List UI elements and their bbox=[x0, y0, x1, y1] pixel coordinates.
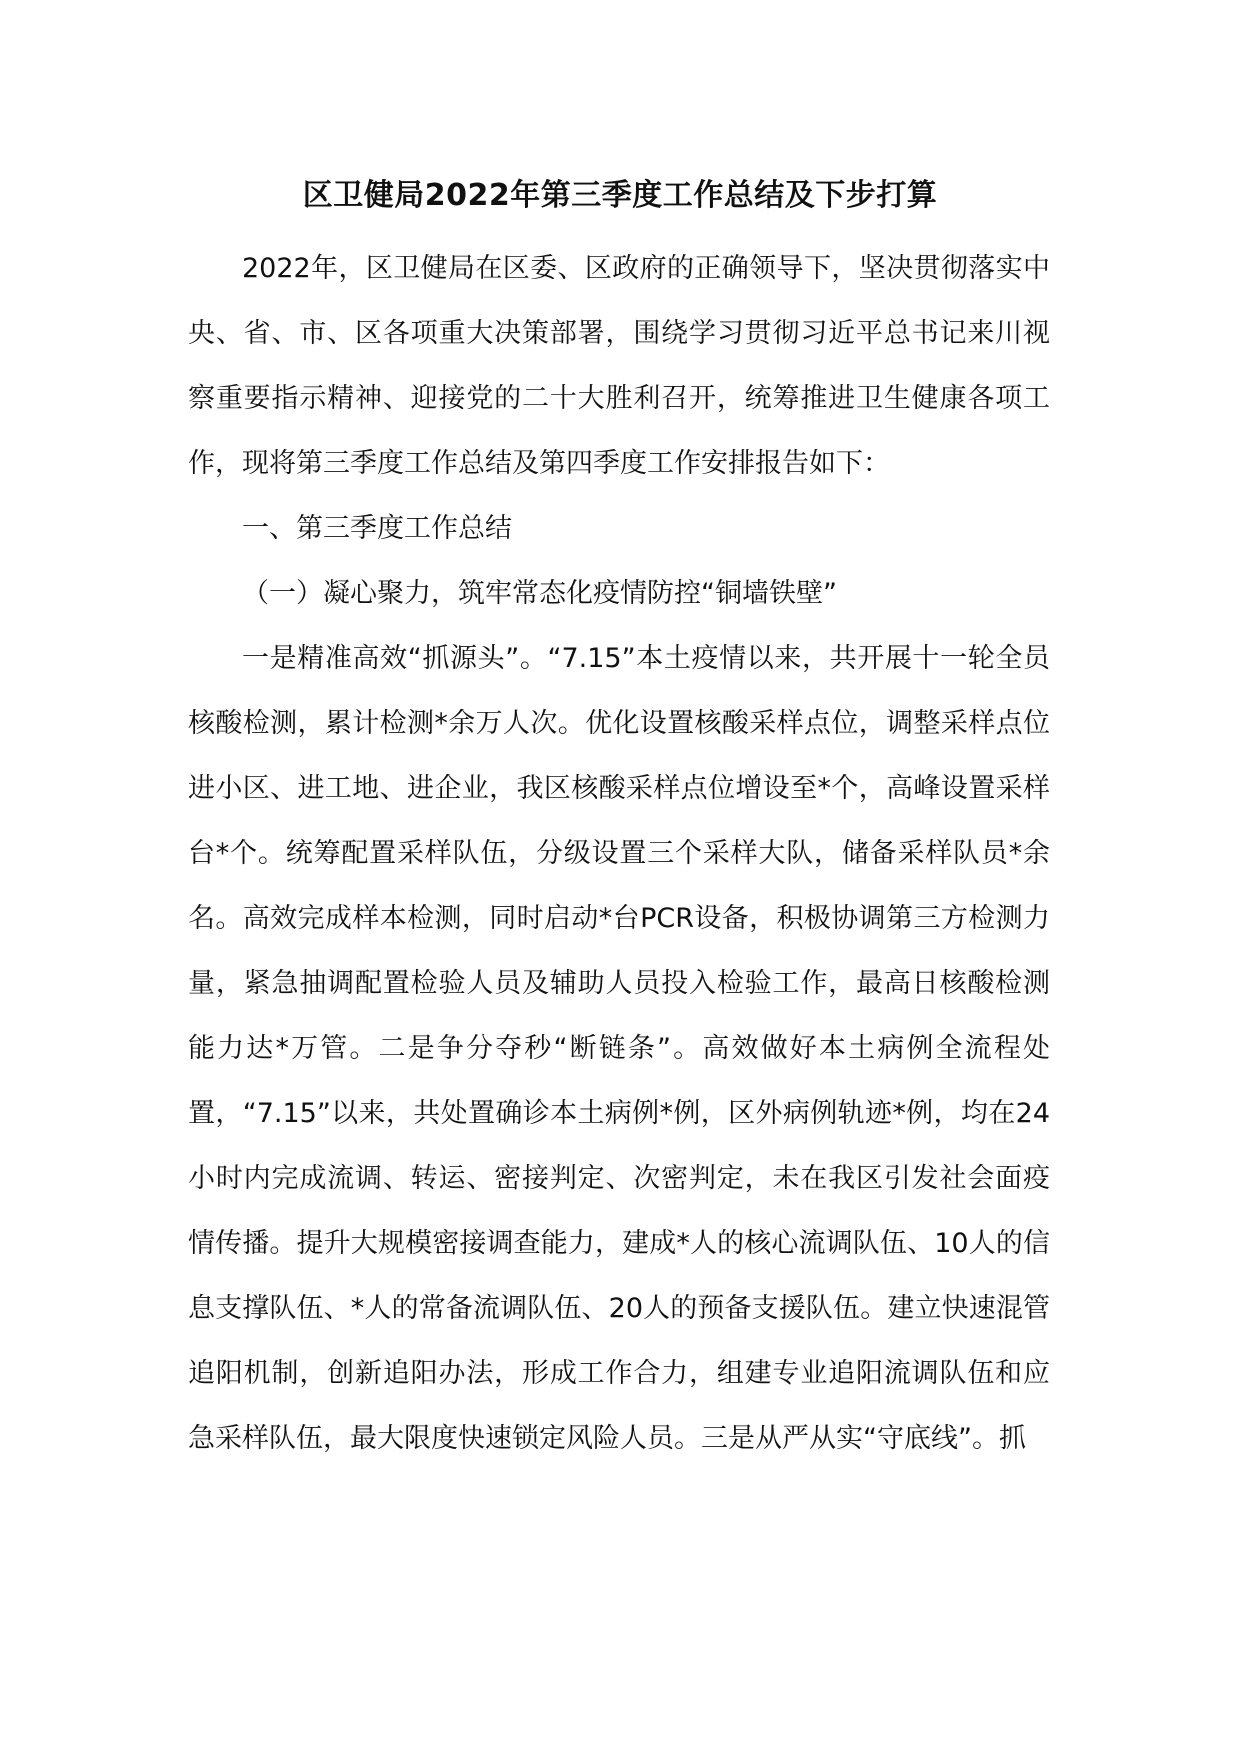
body-paragraph: 一是精准高效“抓源头”。“7.15”本土疫情以来，共开展十一轮全员核酸检测，累计检测*余万人次。优化设置核酸采样点位，调整采样点位进小区、进工地、进企业，我区核酸采样点位增设至*个，高峰设置采样台*个。统筹配置采样队伍，分级设置三个采样大队，储备采样队员*余名。高效完成样本检测，同时启动*台PCR设备，积极协调第三方检测力量，紧急抽调配置检验人员及辅助人员投入检验工作，最高日核酸检测能力达*万管。二是争分夺秒“断链条”。高效做好本土病例全流程处置，“7.15”以来，共处置确诊本土病例*例，区外病例轨迹*例，均在24小时内完成流调、转运、密接判定、次密判定，未在我区引发社会面疫情传播。提升大规模密接调查能力，建成*人的核心流调队伍、10人的信息支撑队伍、*人的常备流调队伍、20人的预备支援队伍。建立快速混管追阳机制，创新追阳办法，形成工作合力，组建专业追阳流调队伍和应急采样队伍，最大限度快速锁定风险人员。三是从严从实“守底线”。抓 bbox=[188, 643, 1050, 1454]
intro-paragraph: 2022年，区卫健局在区委、区政府的正确领导下，坚决贯彻落实中央、省、市、区各项重大决策部署，围绕学习贯彻习近平总书记来川视察重要指示精神、迎接党的二十大胜利召开，统筹推进卫生健康各项工作，现将第三季度工作总结及第四季度工作安排报告如下： bbox=[188, 253, 1050, 479]
section-heading: 一、第三季度工作总结 bbox=[242, 513, 512, 544]
document-title: 区卫健局2022年第三季度工作总结及下步打算 bbox=[302, 178, 938, 213]
document-body bbox=[188, 236, 1050, 1471]
subsection-heading: （一）凝心聚力，筑牢常态化疫情防控“铜墙铁壁” bbox=[242, 578, 837, 609]
